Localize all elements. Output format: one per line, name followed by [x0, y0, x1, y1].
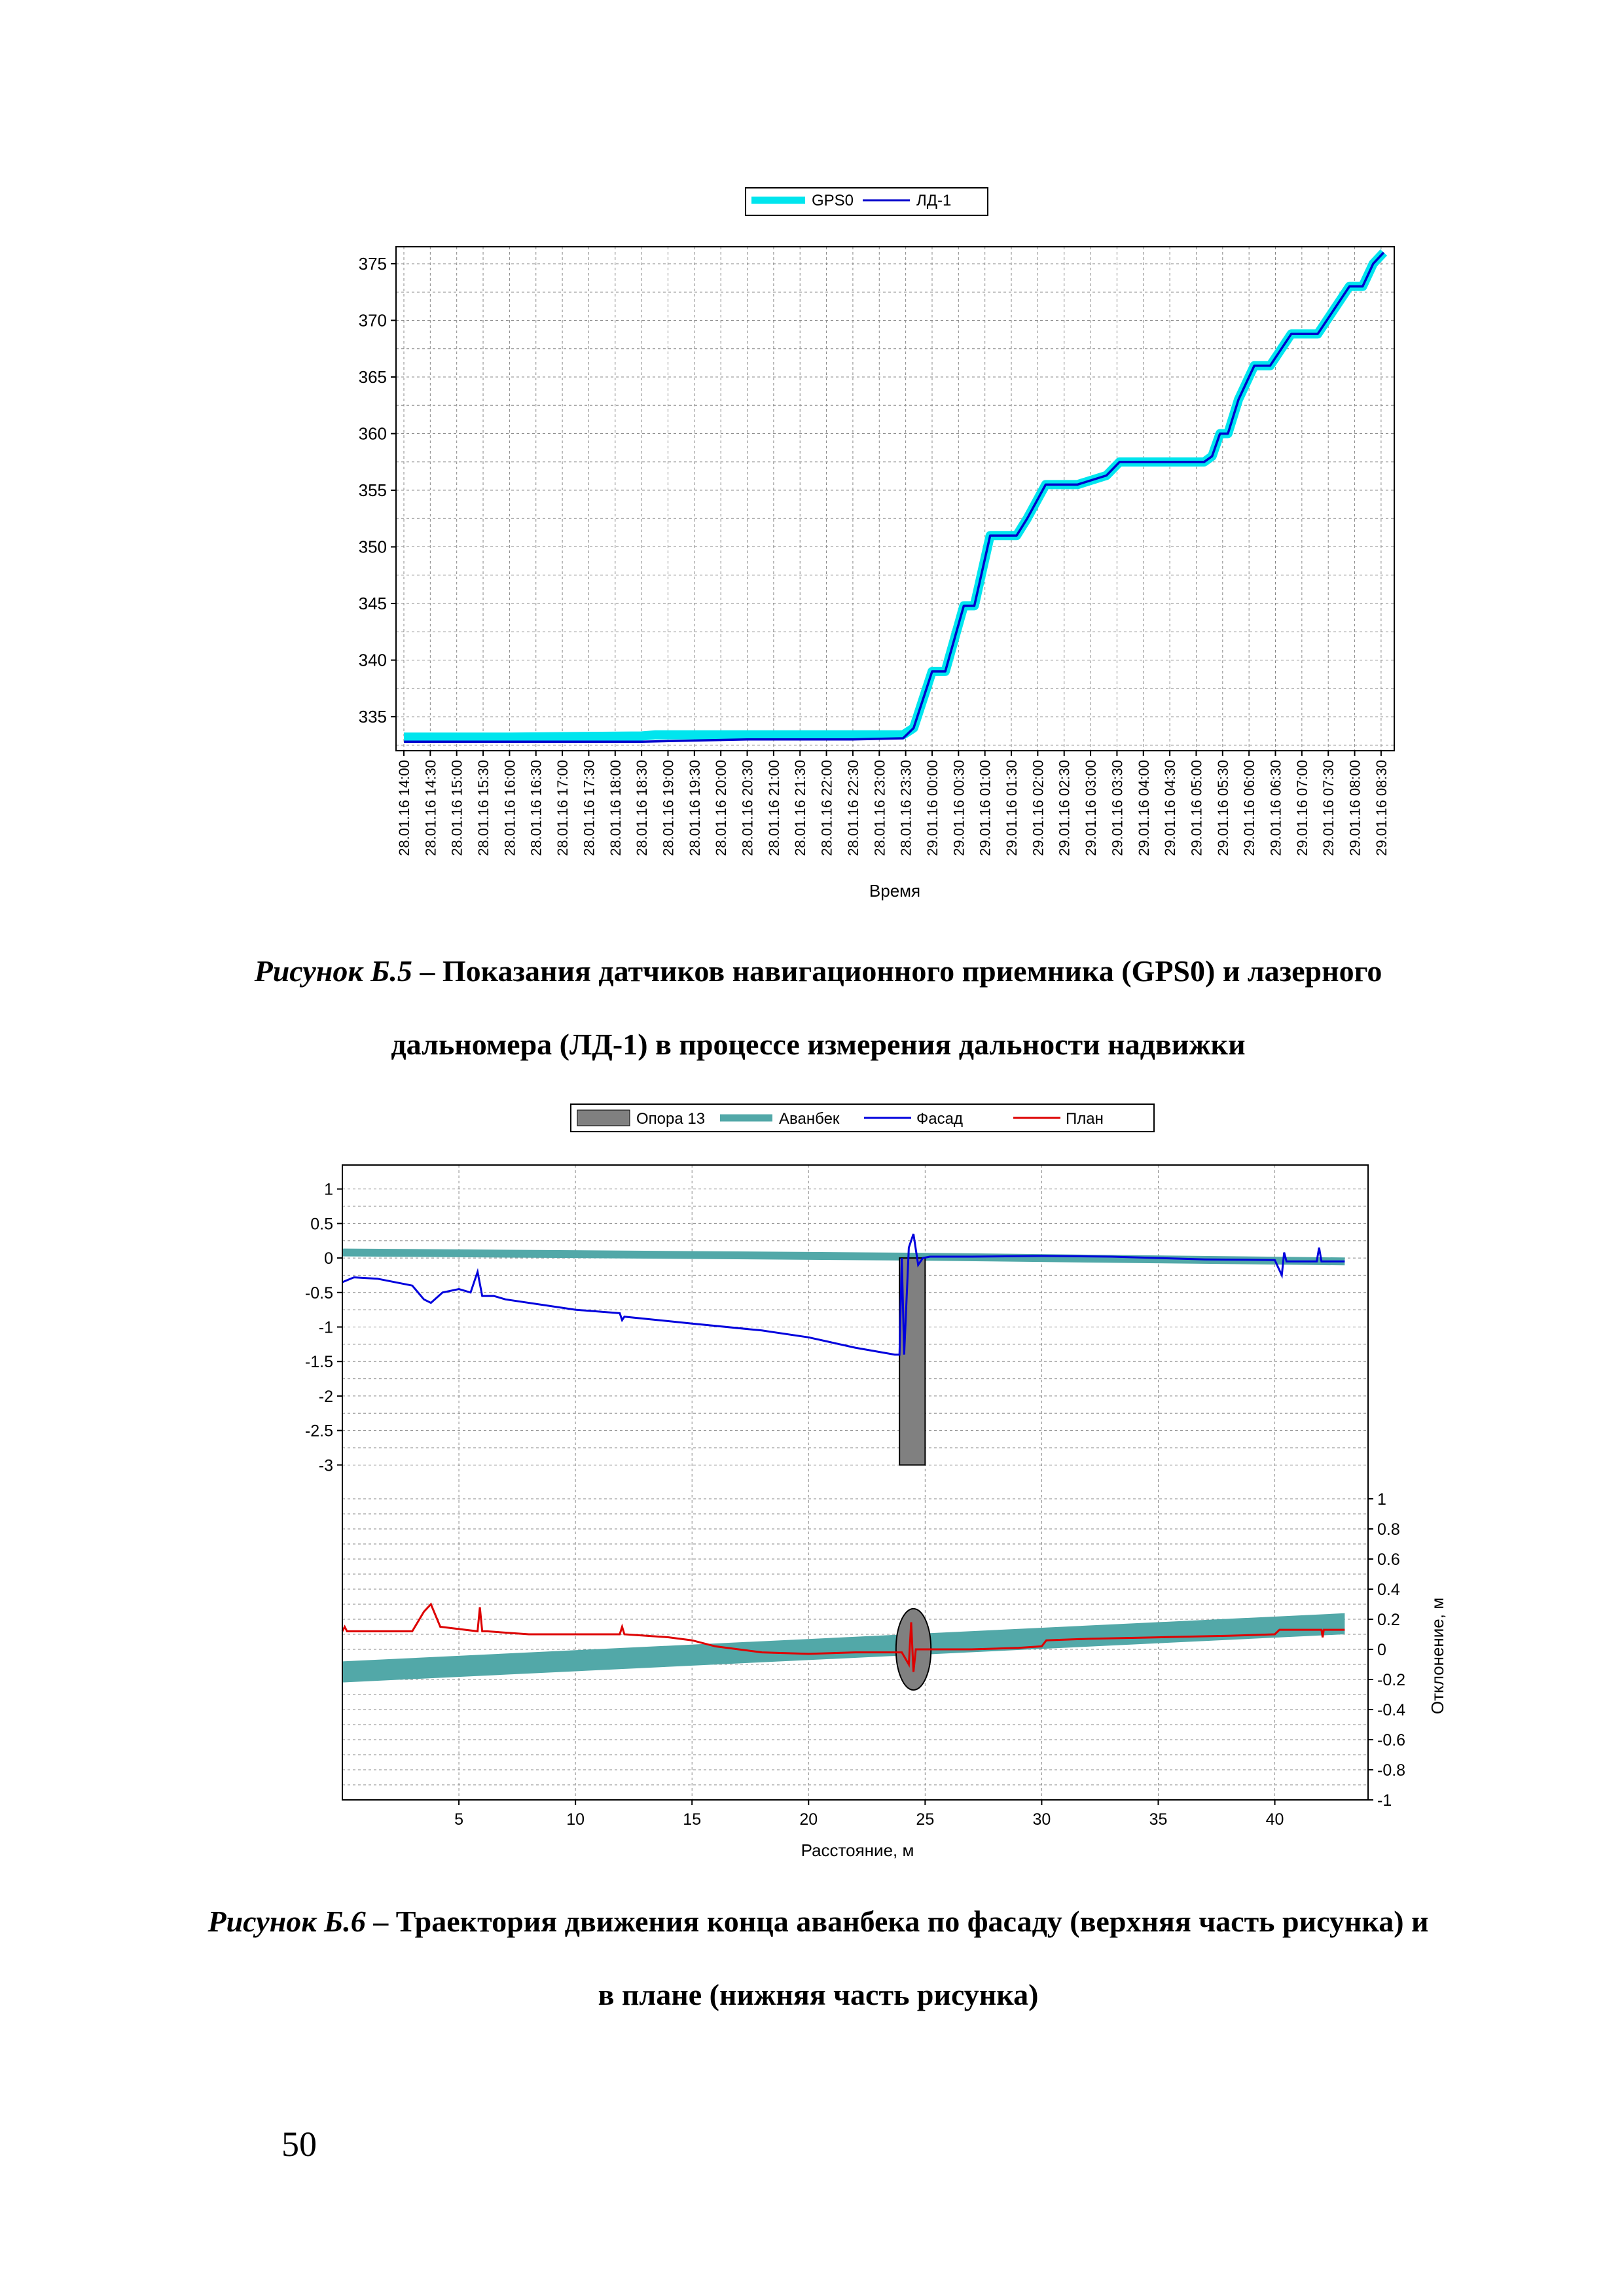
chart1-series: [404, 253, 1384, 742]
y-tick-label: 370: [358, 310, 387, 331]
x-tick-label: 29.01.16 03:30: [1109, 760, 1126, 856]
y-tick-label: 0.2: [1377, 1611, 1400, 1629]
y-tick-label: -2.5: [304, 1422, 333, 1441]
x-tick-label: 28.01.16 17:00: [554, 760, 571, 856]
y-tick-label: 345: [358, 594, 387, 614]
chart1-x-axis-title: Время: [869, 881, 921, 901]
legend-gps-label: GPS0: [812, 192, 854, 209]
x-tick-label: 29.01.16 05:00: [1188, 760, 1205, 856]
chart1-y-ticks: [359, 254, 396, 726]
x-tick-label: 29.01.16 02:30: [1056, 760, 1073, 856]
y-tick-label: 0.8: [1377, 1520, 1400, 1539]
y-tick-label: -0.4: [1377, 1701, 1406, 1719]
legend-plan-label: План: [1066, 1110, 1104, 1128]
figure5-caption: [196, 935, 1440, 1081]
x-tick-label: 28.01.16 19:00: [660, 760, 677, 856]
figure6-text: Траектория движения конца аванбека по фасаду (верхняя часть рисунка) и в плане (нижняя часть рисунка): [395, 1905, 1429, 2011]
x-tick-label: 28.01.16 19:30: [686, 760, 703, 856]
y-tick-label: 0.5: [310, 1215, 333, 1234]
x-tick-label: 28.01.16 22:30: [844, 760, 861, 856]
x-tick-label: 29.01.16 07:30: [1320, 759, 1337, 856]
y-tick-label: 375: [358, 253, 387, 274]
x-tick-label: 20: [799, 1810, 818, 1829]
y-tick-label: 340: [358, 650, 387, 670]
x-tick-label: 5: [454, 1810, 464, 1829]
y-tick-label: -1: [318, 1318, 333, 1337]
x-tick-label: 28.01.16 21:00: [765, 760, 782, 856]
chart-avanbek-trajectory: [0, 1080, 1624, 1885]
y-tick-label: -0.8: [1377, 1761, 1406, 1780]
x-tick-label: 29.01.16 01:30: [1003, 760, 1020, 856]
x-tick-label: 15: [683, 1810, 702, 1829]
chart2-x-ticks: [454, 1800, 1284, 1829]
chart2-x-axis-title: Расстояние, м: [801, 1840, 914, 1860]
legend-avanbek-label: Аванбек: [779, 1110, 840, 1128]
x-tick-label: 10: [566, 1810, 585, 1829]
x-tick-label: 29.01.16 06:30: [1267, 760, 1284, 856]
y-tick-label: -2: [318, 1387, 333, 1406]
y-tick-label: 0.6: [1377, 1551, 1400, 1569]
x-tick-label: 28.01.16 15:30: [475, 760, 492, 856]
y-tick-label: 365: [358, 367, 387, 387]
chart2-series: [342, 1234, 1344, 1690]
page-number: 50: [281, 2125, 317, 2164]
x-tick-label: 35: [1149, 1810, 1168, 1829]
chart1-x-ticks: [396, 751, 1390, 856]
figure5-label: Рисунок Б.5: [254, 954, 412, 988]
x-tick-label: 28.01.16 16:30: [528, 760, 545, 856]
y-tick-label: -0.6: [1377, 1731, 1406, 1749]
series-avanbek-plan: [342, 1613, 1344, 1683]
x-tick-label: 29.01.16 07:00: [1293, 760, 1310, 856]
y-tick-label: -1.5: [304, 1353, 333, 1372]
x-tick-label: 29.01.16 00:30: [950, 760, 967, 856]
y-tick-label: 355: [358, 480, 387, 501]
chart1-legend: [746, 188, 991, 219]
y-tick-label: 360: [358, 423, 387, 444]
y-tick-label: -3: [318, 1456, 333, 1475]
x-tick-label: 28.01.16 16:00: [501, 760, 518, 856]
x-tick-label: 29.01.16 08:00: [1346, 760, 1363, 856]
x-tick-label: 29.01.16 06:00: [1241, 760, 1258, 856]
x-tick-label: 29.01.16 08:30: [1373, 760, 1390, 856]
y-tick-label: 350: [358, 537, 387, 557]
figure5-dash: –: [412, 954, 442, 988]
figure5-text: Показания датчиков навигационного приемника (GPS0) и лазерного дальномера (ЛД-1) в процессе измерения дальности надвижки: [391, 954, 1382, 1061]
series-gps0-line: [404, 253, 1384, 737]
legend-facade-label: Фасад: [916, 1110, 963, 1128]
x-tick-label: 40: [1265, 1810, 1284, 1829]
figure6-caption: [196, 1885, 1440, 2032]
chart2-y-axis-title: Отклонение, м: [1428, 1597, 1447, 1715]
x-tick-label: 29.01.16 04:00: [1135, 760, 1152, 856]
legend-support-label: Опора 13: [636, 1110, 706, 1128]
x-tick-label: 28.01.16 18:00: [607, 760, 624, 856]
figure6-dash: –: [365, 1905, 396, 1938]
x-tick-label: 28.01.16 17:30: [581, 760, 598, 856]
chart1-grid: [396, 247, 1394, 751]
chart2-plan-y-ticks: [1368, 1490, 1405, 1810]
x-tick-label: 29.01.16 01:00: [977, 760, 994, 856]
y-tick-label: 0.4: [1377, 1581, 1400, 1599]
x-tick-label: 28.01.16 20:00: [713, 760, 730, 856]
legend-support-swatch: [577, 1110, 630, 1126]
x-tick-label: 25: [916, 1810, 935, 1829]
series-avanbek-facade: [342, 1253, 1344, 1262]
legend-ld-label: ЛД-1: [916, 192, 952, 209]
x-tick-label: 29.01.16 03:00: [1083, 760, 1100, 856]
y-tick-label: 0: [1377, 1641, 1386, 1659]
x-tick-label: 29.01.16 04:30: [1162, 760, 1179, 856]
x-tick-label: 28.01.16 20:30: [739, 760, 756, 856]
chart1-plot-frame: [396, 247, 1394, 751]
y-tick-label: -1: [1377, 1791, 1392, 1810]
x-tick-label: 29.01.16 05:30: [1214, 760, 1231, 856]
x-tick-label: 28.01.16 21:30: [792, 760, 809, 856]
x-tick-label: 28.01.16 23:30: [897, 760, 914, 856]
x-tick-label: 28.01.16 15:00: [448, 760, 465, 856]
x-tick-label: 28.01.16 14:00: [396, 760, 412, 856]
y-tick-label: -0.2: [1377, 1671, 1406, 1689]
x-tick-label: 30: [1032, 1810, 1051, 1829]
x-tick-label: 28.01.16 23:00: [871, 760, 888, 856]
figure6-label: Рисунок Б.6: [208, 1905, 366, 1938]
y-tick-label: -0.5: [304, 1283, 333, 1302]
chart-gps-vs-ld: [0, 0, 1624, 949]
y-tick-label: 0: [324, 1249, 333, 1268]
x-tick-label: 28.01.16 18:30: [634, 760, 651, 856]
series-ld1-line: [404, 253, 1384, 742]
x-tick-label: 29.01.16 02:00: [1030, 760, 1047, 856]
x-tick-label: 28.01.16 14:30: [422, 760, 439, 856]
y-tick-label: 1: [324, 1180, 333, 1199]
chart2-facade-y-ticks: [305, 1181, 342, 1475]
y-tick-label: 335: [358, 707, 387, 727]
chart2-legend: [571, 1104, 1154, 1132]
x-tick-label: 29.01.16 00:00: [924, 760, 941, 856]
y-tick-label: 1: [1377, 1490, 1386, 1509]
x-tick-label: 28.01.16 22:00: [818, 760, 835, 856]
